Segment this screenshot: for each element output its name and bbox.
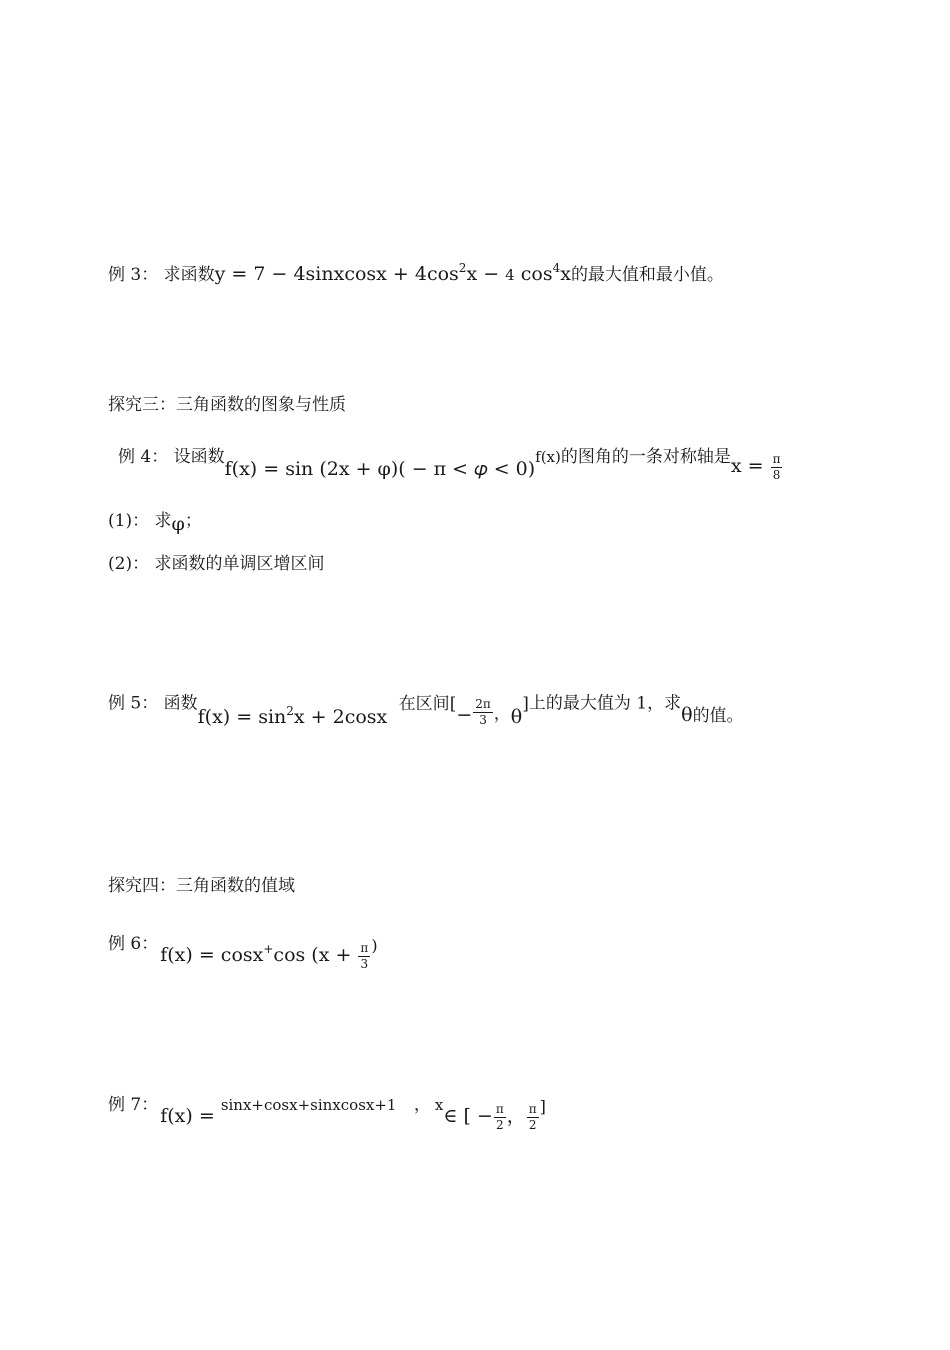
example-7: 例 7： f(x) = sinx+cosx+sinxcosx+1 ， x∈ [ − $\frac{\pi}{2}$ ， $\frac{\pi}{2}$ ] [108,1095,546,1132]
example-label: 例 7： [108,1095,159,1115]
section-heading: 探究四：三角函数的值域 [108,876,295,896]
domain-interval: ∈ [ − $\frac{\pi}{2}$ ， $\frac{\pi}{2}$ ] [443,1097,546,1132]
question-2 [108,556,325,573]
example-5: 例 5： 函数$f(x) = \sin^2x + 2\cos x$ 在区间[− $\frac{2\pi}{3}$ ，θ]上的最大值为 1，求θ的值。 [108,693,744,728]
formula-rhs: sinx+cosx+sinxcosx+1 [220,1096,397,1114]
phi-symbol: φ [171,513,185,535]
example-label: 例 4： [118,447,169,468]
example-label: 例 5： [108,693,159,714]
theta-symbol: θ [681,703,693,726]
symmetry-axis: x = $\frac{\pi}{8}$ [730,452,781,482]
question-text: 求 [154,511,172,531]
interval-text: 在区间 [398,693,450,714]
variable-x: x [434,1096,444,1114]
example-mid-text: 的图角的一条对称轴是 [560,447,731,468]
formula: y = 7 − 4sinxcosx + $4\cos^2x - 4$ $\cos^4x$ [214,261,571,285]
question-label: (2)： [108,554,150,574]
question-text: 求函数的单调区增区间 [154,554,325,574]
example-6 [108,926,378,971]
example-tail-text: 上的最大值为 1，求 [528,693,682,714]
example-3 [108,262,724,284]
formula: $f(x) = \sin^2x + 2\cos x$ [197,703,388,728]
example-lead-text: 求函数 [163,265,215,285]
example-label: 例 3： [108,265,159,285]
function-name: f(x) [535,448,561,467]
interval: [− $\frac{2\pi}{3}$ ，θ] [449,693,529,728]
formula: f(x) = cosx+cos (x + $\frac{\pi}{3}$ ) [160,936,378,971]
formula-lhs: f(x) = [160,1105,221,1127]
formula: f(x) = sin (2x + φ)( − π < 𝜑 < 0) [224,458,536,481]
example-4 [118,443,783,482]
section-heading: 探究三：三角函数的图象与性质 [108,395,346,415]
example-label: 例 6： [108,934,159,954]
example-lead-text: 函数 [163,693,198,714]
question-1: (1)： 求φ； [108,511,202,535]
question-label: (1)： [108,511,150,531]
example-lead-text: 设函数 [173,447,225,468]
example-tail-text: 的最大值和最小值。 [570,265,724,285]
